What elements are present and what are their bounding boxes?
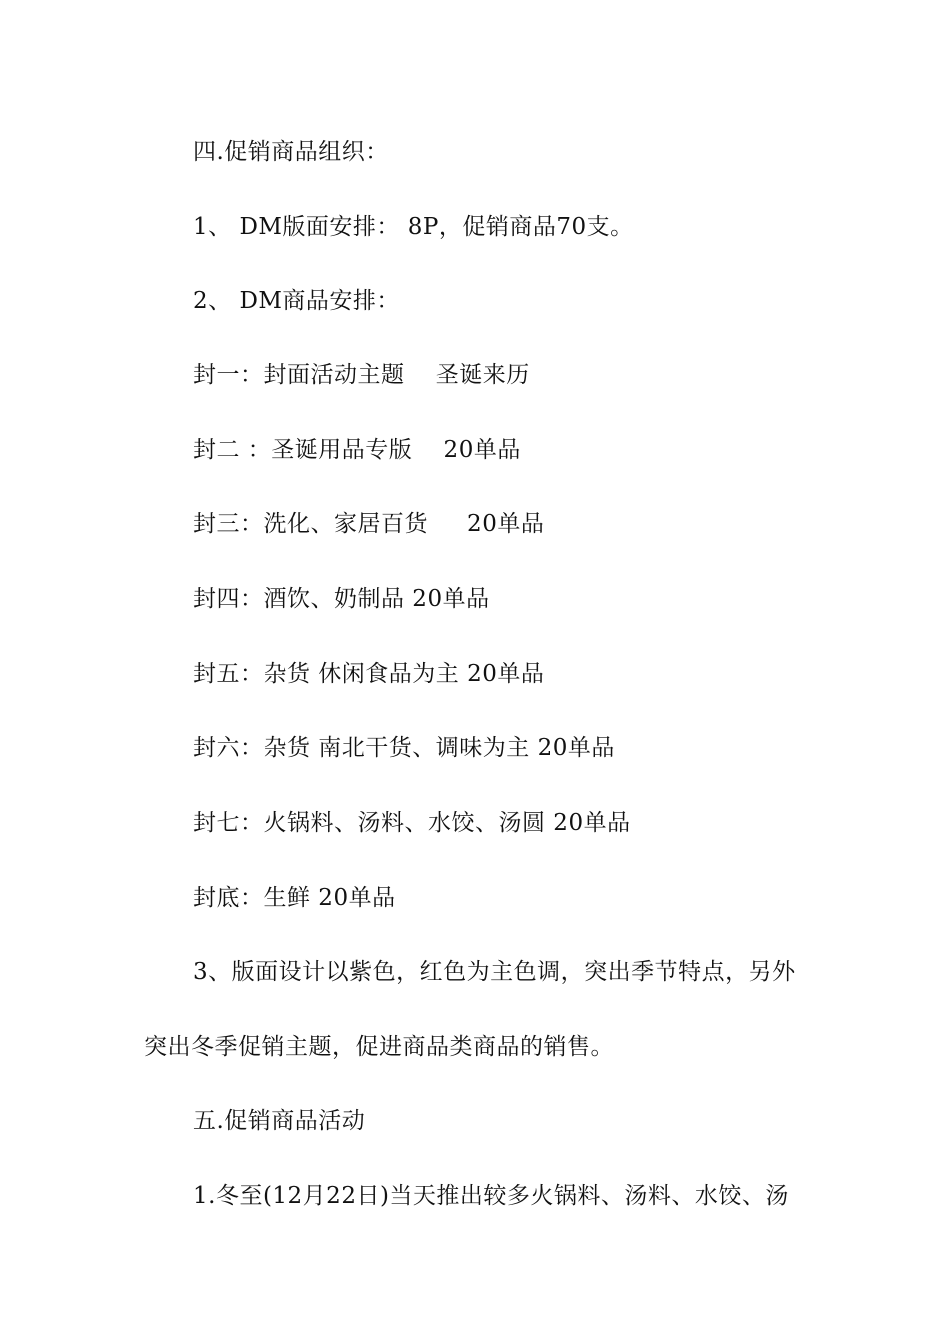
dm-layout-item: 1、 DM版面安排： 8P，促销商品70支。 xyxy=(193,214,634,240)
section-heading-4: 四.促销商品组织： xyxy=(193,139,389,165)
activity-item-1: 1.冬至(12月22日)当天推出较多火锅料、汤料、水饺、汤 xyxy=(193,1183,789,1209)
cover-1-line: 封一：封面活动主题 圣诞来历 xyxy=(193,362,530,388)
cover-7-line: 封七：火锅料、汤料、水饺、汤圆 20单品 xyxy=(193,810,631,836)
cover-4-line: 封四：酒饮、奶制品 20单品 xyxy=(193,586,490,612)
cover-5-line: 封五：杂货 休闲食品为主 20单品 xyxy=(193,661,545,687)
back-cover-line: 封底：生鲜 20单品 xyxy=(193,885,396,911)
design-paragraph-line-1: 3、版面设计以紫色，红色为主色调，突出季节特点，另外 xyxy=(193,959,796,985)
section-heading-5: 五.促销商品活动 xyxy=(193,1108,366,1134)
design-paragraph-line-2: 突出冬季促销主题，促进商品类商品的销售。 xyxy=(144,1034,614,1060)
cover-3-line: 封三：洗化、家居百货 20单品 xyxy=(193,511,545,537)
dm-product-item: 2、 DM商品安排： xyxy=(193,288,400,314)
cover-6-line: 封六：杂货 南北干货、调味为主 20单品 xyxy=(193,735,615,761)
cover-2-line: 封二 ：圣诞用品专版 20单品 xyxy=(193,437,521,463)
